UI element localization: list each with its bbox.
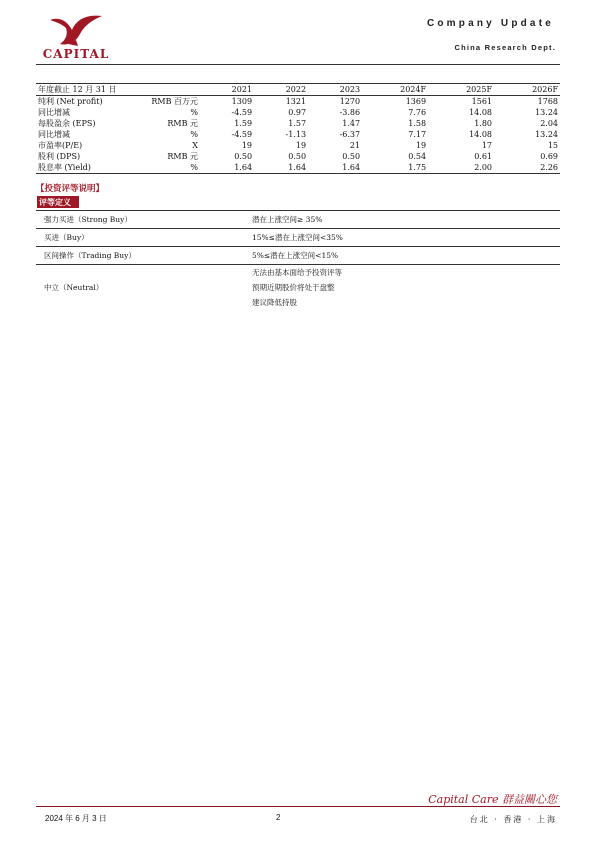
page-number: 2 (276, 813, 281, 822)
rating-description: 5%≤潜在上涨空间<15% (244, 247, 560, 265)
row-label: 同比增减 (38, 108, 70, 117)
capital-logo (36, 14, 116, 62)
table-cell: 0.69 (540, 152, 558, 161)
table-cell: 1.80 (474, 119, 492, 128)
rating-table (36, 210, 560, 310)
table-cell: 17 (481, 141, 492, 150)
header-cell: 2024F (362, 84, 428, 96)
row-unit: RMB 百万元 (151, 97, 198, 106)
header-cell: 2021 (200, 84, 254, 96)
rating-grade: 强力买进（Strong Buy） (36, 211, 244, 229)
row-label: 市盈率(P/E) (38, 141, 83, 150)
table-cell: 1321 (285, 97, 307, 106)
table-cell: 13.24 (535, 108, 558, 117)
rating-grade: 中立（Neutral） (36, 265, 244, 311)
table-row (36, 140, 560, 151)
table-cell: 2.00 (428, 162, 494, 174)
row-label: 股息率 (Yield) (36, 162, 136, 174)
header-divider (36, 64, 560, 65)
row-unit: X (192, 141, 198, 150)
logo-wordmark: CAPITAL (42, 47, 110, 61)
rating-description (244, 265, 560, 311)
table-cell: 14.08 (469, 108, 492, 117)
rating-grade: 买进（Buy） (36, 229, 244, 247)
table-cell: 1.47 (342, 119, 361, 128)
table-cell: 0.50 (288, 152, 307, 161)
header-cell: 2026F (494, 84, 560, 96)
neutral-desc-line: 无法由基本面给予投资评等 (252, 268, 342, 277)
rating-row-neutral (36, 265, 560, 311)
table-cell: 1.64 (254, 162, 308, 174)
table-cell: 1768 (537, 97, 558, 106)
table-cell: 19 (295, 141, 307, 150)
table-cell: 2.26 (494, 162, 560, 174)
bird-logo-icon (46, 14, 106, 48)
row-label: 同比增减 (38, 130, 70, 139)
document-type: Company Update (426, 18, 554, 29)
table-cell: 1.64 (200, 162, 254, 174)
table-cell: 0.54 (408, 152, 427, 161)
table-cell: 1369 (405, 97, 427, 106)
row-label: 每股盈余 (EPS) (38, 119, 96, 128)
table-cell: 1.57 (288, 119, 307, 128)
rating-section-title: 【投资评等说明】 (36, 184, 105, 194)
table-cell: 21 (349, 141, 361, 150)
table-cell: 1.64 (308, 162, 362, 174)
table-cell: 1309 (231, 97, 253, 106)
table-cell: 19 (415, 141, 427, 150)
rating-description: 潜在上涨空间≥ 35% (244, 211, 560, 229)
table-cell: -1.13 (285, 130, 307, 139)
table-cell: -4.59 (231, 130, 253, 139)
report-date: 2024 年 6 月 3 日 (45, 814, 107, 823)
financial-table (36, 83, 560, 174)
rating-row (36, 229, 560, 247)
office-cities: 台北 · 香港 · 上海 (469, 815, 557, 824)
row-unit: % (190, 130, 198, 139)
header-cell (136, 84, 200, 96)
table-cell: 13.24 (535, 130, 558, 139)
header-cell: 2023 (308, 84, 362, 96)
row-unit: % (136, 162, 200, 174)
table-cell: 0.61 (474, 152, 492, 161)
rating-row (36, 211, 560, 229)
department: China Research Dept. (454, 43, 556, 52)
table-cell: 0.50 (234, 152, 253, 161)
table-row (36, 162, 560, 174)
table-cell: 15 (547, 141, 558, 150)
table-row (36, 129, 560, 140)
table-row (36, 107, 560, 118)
table-cell: 1.75 (362, 162, 428, 174)
table-cell: 2.04 (540, 119, 558, 128)
table-cell: 1.59 (234, 119, 253, 128)
neutral-desc-line: 建议降低持股 (252, 298, 297, 307)
row-label: 纯利 (Net profit) (38, 97, 103, 106)
rating-description: 15%≤潜在上涨空间<35% (244, 229, 560, 247)
table-cell: 19 (241, 141, 253, 150)
table-header-row (36, 84, 560, 96)
table-cell: -3.86 (339, 108, 361, 117)
table-cell: 7.17 (408, 130, 427, 139)
rating-definition-heading: 评等定义 (37, 196, 79, 208)
table-cell: -6.37 (339, 130, 361, 139)
table-cell: 7.76 (408, 108, 427, 117)
table-cell: 1.58 (408, 119, 427, 128)
table-cell: 0.97 (288, 108, 307, 117)
row-label: 股利 (DPS) (38, 152, 81, 161)
table-cell: 0.50 (342, 152, 361, 161)
rating-grade: 区间操作（Trading Buy） (36, 247, 244, 265)
header-cell: 2022 (254, 84, 308, 96)
rating-row (36, 247, 560, 265)
table-cell: 1561 (471, 97, 492, 106)
table-row (36, 151, 560, 162)
table-row (36, 118, 560, 129)
table-row (36, 96, 560, 108)
header-cell: 2025F (428, 84, 494, 96)
header-cell: 年度截止 12 月 31 日 (36, 84, 136, 96)
table-cell: 14.08 (469, 130, 492, 139)
row-unit: RMB 元 (167, 152, 198, 161)
row-unit: % (190, 108, 198, 117)
row-unit: RMB 元 (167, 119, 198, 128)
table-cell: -4.59 (231, 108, 253, 117)
neutral-desc-line: 预期近期股价将处于盘整 (252, 283, 335, 292)
table-cell: 1270 (339, 97, 361, 106)
capital-care-brand: Capital Care 群益關心您 (428, 793, 557, 806)
